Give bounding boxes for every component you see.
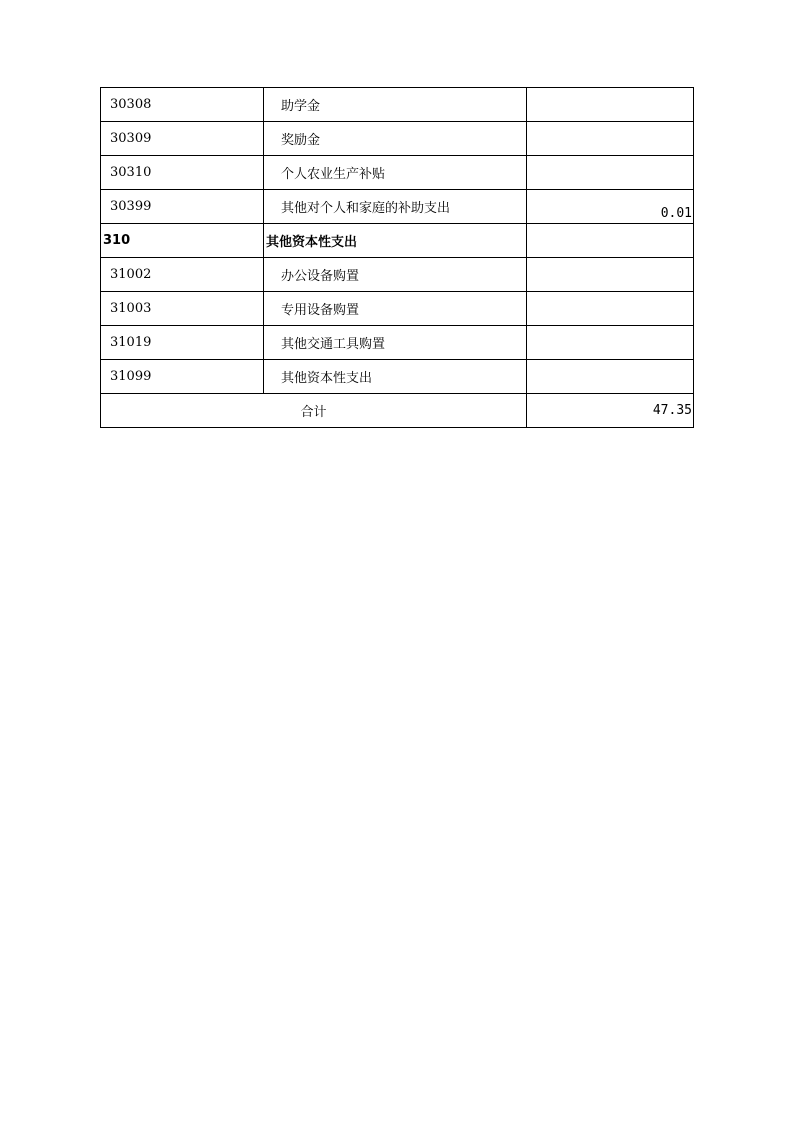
row-amount bbox=[527, 258, 694, 292]
table-row bbox=[101, 326, 694, 360]
row-name: 助学金 bbox=[264, 88, 527, 122]
row-code: 31002 bbox=[101, 258, 264, 292]
row-code: 30399 bbox=[101, 190, 264, 224]
section-name: 其他资本性支出 bbox=[264, 224, 527, 258]
row-amount bbox=[527, 122, 694, 156]
row-code: 31099 bbox=[101, 360, 264, 394]
table-row bbox=[101, 190, 694, 224]
table-row bbox=[101, 122, 694, 156]
row-name: 个人农业生产补贴 bbox=[264, 156, 527, 190]
row-code: 31003 bbox=[101, 292, 264, 326]
row-amount bbox=[527, 326, 694, 360]
row-name: 其他资本性支出 bbox=[264, 360, 527, 394]
section-amount bbox=[527, 224, 694, 258]
expenditure-table bbox=[100, 87, 694, 428]
row-name: 其他对个人和家庭的补助支出 bbox=[264, 190, 527, 224]
row-amount bbox=[527, 156, 694, 190]
row-name: 其他交通工具购置 bbox=[264, 326, 527, 360]
row-amount bbox=[527, 292, 694, 326]
table-row bbox=[101, 156, 694, 190]
section-row bbox=[101, 224, 694, 258]
row-code: 30308 bbox=[101, 88, 264, 122]
total-row bbox=[101, 394, 694, 428]
row-amount bbox=[527, 88, 694, 122]
table-row bbox=[101, 292, 694, 326]
row-code: 30309 bbox=[101, 122, 264, 156]
total-label: 合计 bbox=[101, 394, 527, 428]
row-name: 专用设备购置 bbox=[264, 292, 527, 326]
section-code: 310 bbox=[101, 224, 264, 258]
row-amount: 0.01 bbox=[527, 190, 694, 224]
table-row bbox=[101, 88, 694, 122]
total-amount: 47.35 bbox=[527, 394, 694, 428]
table-row bbox=[101, 258, 694, 292]
row-code: 31019 bbox=[101, 326, 264, 360]
row-name: 办公设备购置 bbox=[264, 258, 527, 292]
row-code: 30310 bbox=[101, 156, 264, 190]
row-amount bbox=[527, 360, 694, 394]
table-row bbox=[101, 360, 694, 394]
row-name: 奖励金 bbox=[264, 122, 527, 156]
